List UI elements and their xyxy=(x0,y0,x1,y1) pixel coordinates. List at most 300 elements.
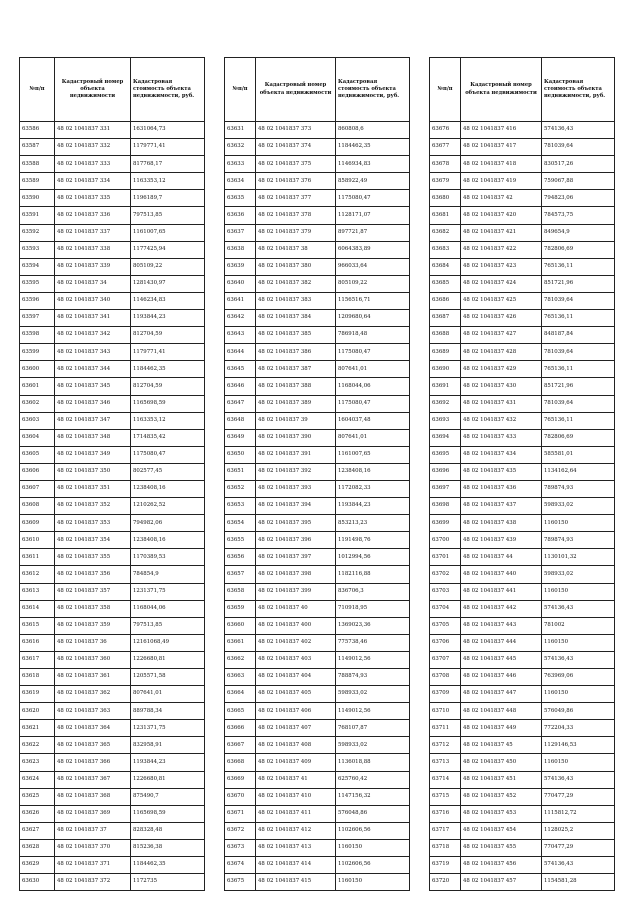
cadastral-number: 48 02 1041837 377 xyxy=(256,190,336,207)
cadastral-number: 48 02 1041837 439 xyxy=(461,532,542,549)
table-row xyxy=(430,361,615,378)
cadastral-number: 48 02 1041837 421 xyxy=(461,224,542,241)
cadastral-cost: 576049,86 xyxy=(542,703,615,720)
table-row xyxy=(225,463,410,480)
row-number: 63682 xyxy=(430,224,461,241)
table-row xyxy=(430,498,615,515)
row-number: 63608 xyxy=(20,498,55,515)
cadastral-number: 48 02 1041837 411 xyxy=(256,805,336,822)
cadastral-cost: 1369023,36 xyxy=(336,617,410,634)
table-row xyxy=(430,463,615,480)
header-number: №п/п xyxy=(20,58,55,122)
row-number: 63609 xyxy=(20,515,55,532)
cadastral-cost: 897721,87 xyxy=(336,224,410,241)
cadastral-cost: 860808,6 xyxy=(336,122,410,139)
cadastral-cost: 784854,9 xyxy=(131,566,205,583)
cadastral-cost: 1238408,16 xyxy=(131,532,205,549)
cadastral-number: 48 02 1041837 445 xyxy=(461,651,542,668)
cadastral-number: 48 02 1041837 397 xyxy=(256,549,336,566)
table-row xyxy=(225,651,410,668)
table-row xyxy=(20,412,205,429)
header-cadastral-cost: Кадастровая стоимость объекта недвижимости, руб. xyxy=(542,58,615,122)
cadastral-number: 48 02 1041837 419 xyxy=(461,173,542,190)
table-row xyxy=(430,395,615,412)
table-row xyxy=(20,275,205,292)
cadastral-number: 48 02 1041837 362 xyxy=(55,686,131,703)
cadastral-cost: 765136,11 xyxy=(542,310,615,327)
table-row xyxy=(225,480,410,497)
row-number: 63644 xyxy=(225,344,256,361)
table-row xyxy=(20,754,205,771)
cadastral-cost: 765136,11 xyxy=(542,361,615,378)
row-number: 63692 xyxy=(430,395,461,412)
table-row xyxy=(225,258,410,275)
cadastral-cost: 574136,43 xyxy=(542,771,615,788)
table-row xyxy=(225,532,410,549)
cadastral-cost: 832958,91 xyxy=(131,737,205,754)
cadastral-cost: 1168044,06 xyxy=(336,378,410,395)
row-number: 63619 xyxy=(20,686,55,703)
table-row xyxy=(430,224,615,241)
table-row xyxy=(20,857,205,874)
cadastral-table-3 xyxy=(429,57,615,891)
cadastral-cost: 812704,59 xyxy=(131,327,205,344)
cadastral-cost: 782806,69 xyxy=(542,241,615,258)
table-row xyxy=(225,310,410,327)
cadastral-cost: 781039,64 xyxy=(542,292,615,309)
row-number: 63635 xyxy=(225,190,256,207)
row-number: 63711 xyxy=(430,720,461,737)
cadastral-cost: 789874,93 xyxy=(542,480,615,497)
cadastral-number: 48 02 1041837 435 xyxy=(461,463,542,480)
table-row xyxy=(225,327,410,344)
cadastral-cost: 1115812,72 xyxy=(542,805,615,822)
header-number: №п/п xyxy=(225,58,256,122)
table-row xyxy=(20,156,205,173)
cadastral-number: 48 02 1041837 343 xyxy=(55,344,131,361)
row-number: 63705 xyxy=(430,617,461,634)
table-row xyxy=(430,292,615,309)
cadastral-cost: 574136,43 xyxy=(542,857,615,874)
cadastral-cost: 1154581,28 xyxy=(542,874,615,891)
row-number: 63627 xyxy=(20,822,55,839)
cadastral-cost: 848187,84 xyxy=(542,327,615,344)
table-row xyxy=(225,669,410,686)
row-number: 63688 xyxy=(430,327,461,344)
table-row xyxy=(430,378,615,395)
row-number: 63597 xyxy=(20,310,55,327)
table-row xyxy=(430,669,615,686)
table-row xyxy=(20,190,205,207)
row-number: 63669 xyxy=(225,771,256,788)
cadastral-cost: 781039,64 xyxy=(542,344,615,361)
table-row xyxy=(430,412,615,429)
cadastral-number: 48 02 1041837 431 xyxy=(461,395,542,412)
row-number: 63701 xyxy=(430,549,461,566)
row-number: 63716 xyxy=(430,805,461,822)
table-row xyxy=(20,395,205,412)
cadastral-number: 48 02 1041837 424 xyxy=(461,275,542,292)
cadastral-cost: 1102606,56 xyxy=(336,822,410,839)
table-row xyxy=(20,566,205,583)
table-row xyxy=(430,327,615,344)
cadastral-cost: 830517,26 xyxy=(542,156,615,173)
table-row xyxy=(430,429,615,446)
cadastral-cost: 1191498,76 xyxy=(336,532,410,549)
row-number: 63637 xyxy=(225,224,256,241)
table-row xyxy=(430,771,615,788)
table-row xyxy=(225,275,410,292)
row-number: 63650 xyxy=(225,446,256,463)
table-row xyxy=(225,822,410,839)
cadastral-number: 48 02 1041837 456 xyxy=(461,857,542,874)
table-row xyxy=(20,207,205,224)
cadastral-number: 48 02 1041837 363 xyxy=(55,703,131,720)
cadastral-cost: 1226680,81 xyxy=(131,771,205,788)
row-number: 63643 xyxy=(225,327,256,344)
cadastral-number: 48 02 1041837 434 xyxy=(461,446,542,463)
row-number: 63616 xyxy=(20,634,55,651)
table-row xyxy=(20,788,205,805)
table-row xyxy=(20,549,205,566)
cadastral-number: 48 02 1041837 374 xyxy=(256,139,336,156)
table-row xyxy=(20,771,205,788)
table-row xyxy=(20,310,205,327)
cadastral-number: 48 02 1041837 415 xyxy=(256,874,336,891)
cadastral-cost: 849654,9 xyxy=(542,224,615,241)
cadastral-number: 48 02 1041837 455 xyxy=(461,839,542,856)
row-number: 63677 xyxy=(430,139,461,156)
cadastral-number: 48 02 1041837 386 xyxy=(256,344,336,361)
table-row xyxy=(20,669,205,686)
row-number: 63690 xyxy=(430,361,461,378)
row-number: 63618 xyxy=(20,669,55,686)
cadastral-cost: 1165698,59 xyxy=(131,805,205,822)
cadastral-number: 48 02 1041837 443 xyxy=(461,617,542,634)
cadastral-number: 48 02 1041837 44 xyxy=(461,549,542,566)
cadastral-number: 48 02 1041837 427 xyxy=(461,327,542,344)
cadastral-number: 48 02 1041837 452 xyxy=(461,788,542,805)
table-row xyxy=(225,686,410,703)
cadastral-cost: 1161007,65 xyxy=(336,446,410,463)
cadastral-cost: 1172735 xyxy=(131,874,205,891)
row-number: 63661 xyxy=(225,634,256,651)
table-row xyxy=(430,275,615,292)
table-row xyxy=(20,258,205,275)
cadastral-cost: 781002 xyxy=(542,617,615,634)
row-number: 63630 xyxy=(20,874,55,891)
cadastral-cost: 805109,22 xyxy=(131,258,205,275)
cadastral-cost: 797513,85 xyxy=(131,207,205,224)
table-row xyxy=(225,583,410,600)
row-number: 63665 xyxy=(225,703,256,720)
row-number: 63614 xyxy=(20,600,55,617)
row-number: 63612 xyxy=(20,566,55,583)
cadastral-cost: 1281430,97 xyxy=(131,275,205,292)
table-row xyxy=(20,122,205,139)
row-number: 63684 xyxy=(430,258,461,275)
row-number: 63604 xyxy=(20,429,55,446)
cadastral-number: 48 02 1041837 353 xyxy=(55,515,131,532)
row-number: 63713 xyxy=(430,754,461,771)
table-row xyxy=(20,344,205,361)
cadastral-cost: 1128171,07 xyxy=(336,207,410,224)
cadastral-cost: 782806,69 xyxy=(542,429,615,446)
row-number: 63654 xyxy=(225,515,256,532)
cadastral-number: 48 02 1041837 453 xyxy=(461,805,542,822)
cadastral-cost: 805109,22 xyxy=(336,275,410,292)
table-row xyxy=(225,446,410,463)
cadastral-number: 48 02 1041837 351 xyxy=(55,480,131,497)
table-row xyxy=(225,412,410,429)
cadastral-number: 48 02 1041837 447 xyxy=(461,686,542,703)
cadastral-number: 48 02 1041837 425 xyxy=(461,292,542,309)
cadastral-number: 48 02 1041837 348 xyxy=(55,429,131,446)
cadastral-number: 48 02 1041837 428 xyxy=(461,344,542,361)
table-row xyxy=(20,805,205,822)
cadastral-number: 48 02 1041837 382 xyxy=(256,275,336,292)
cadastral-cost: 1136018,88 xyxy=(336,754,410,771)
cadastral-number: 48 02 1041837 451 xyxy=(461,771,542,788)
row-number: 63628 xyxy=(20,839,55,856)
row-number: 63660 xyxy=(225,617,256,634)
cadastral-cost: 788874,93 xyxy=(336,669,410,686)
cadastral-cost: 1184462,35 xyxy=(131,857,205,874)
row-number: 63617 xyxy=(20,651,55,668)
row-number: 63695 xyxy=(430,446,461,463)
header-cadastral-cost: Кадастровая стоимость объекта недвижимости, руб. xyxy=(131,58,205,122)
table-row xyxy=(20,651,205,668)
row-number: 63709 xyxy=(430,686,461,703)
cadastral-cost: 1231371,75 xyxy=(131,720,205,737)
cadastral-number: 48 02 1041837 440 xyxy=(461,566,542,583)
table-row xyxy=(225,173,410,190)
row-number: 63710 xyxy=(430,703,461,720)
row-number: 63707 xyxy=(430,651,461,668)
row-number: 63656 xyxy=(225,549,256,566)
row-number: 63651 xyxy=(225,463,256,480)
cadastral-number: 48 02 1041837 413 xyxy=(256,839,336,856)
row-number: 63675 xyxy=(225,874,256,891)
row-number: 63698 xyxy=(430,498,461,515)
row-number: 63624 xyxy=(20,771,55,788)
table-row xyxy=(225,737,410,754)
table-row xyxy=(20,617,205,634)
cadastral-number: 48 02 1041837 337 xyxy=(55,224,131,241)
cadastral-number: 48 02 1041837 396 xyxy=(256,532,336,549)
cadastral-cost: 789874,93 xyxy=(542,532,615,549)
row-number: 63589 xyxy=(20,173,55,190)
row-number: 63602 xyxy=(20,395,55,412)
row-number: 63592 xyxy=(20,224,55,241)
cadastral-cost: 12161068,49 xyxy=(131,634,205,651)
row-number: 63586 xyxy=(20,122,55,139)
cadastral-number: 48 02 1041837 418 xyxy=(461,156,542,173)
table-row xyxy=(225,805,410,822)
cadastral-number: 48 02 1041837 429 xyxy=(461,361,542,378)
cadastral-cost: 1631064,73 xyxy=(131,122,205,139)
row-number: 63591 xyxy=(20,207,55,224)
table-row xyxy=(430,617,615,634)
cadastral-number: 48 02 1041837 345 xyxy=(55,378,131,395)
cadastral-number: 48 02 1041837 359 xyxy=(55,617,131,634)
header-number: №п/п xyxy=(430,58,461,122)
cadastral-number: 48 02 1041837 339 xyxy=(55,258,131,275)
cadastral-cost: 1102606,56 xyxy=(336,857,410,874)
cadastral-number: 48 02 1041837 380 xyxy=(256,258,336,275)
cadastral-cost: 1128025,2 xyxy=(542,822,615,839)
row-number: 63600 xyxy=(20,361,55,378)
cadastral-number: 48 02 1041837 356 xyxy=(55,566,131,583)
table-row xyxy=(225,395,410,412)
cadastral-cost: 875490,7 xyxy=(131,788,205,805)
cadastral-cost: 1175080,47 xyxy=(131,446,205,463)
cadastral-cost: 858922,49 xyxy=(336,173,410,190)
cadastral-cost: 794823,06 xyxy=(542,190,615,207)
row-number: 63636 xyxy=(225,207,256,224)
cadastral-cost: 598933,02 xyxy=(542,566,615,583)
table-row xyxy=(20,822,205,839)
table-row xyxy=(430,583,615,600)
table-row xyxy=(20,224,205,241)
cadastral-cost: 1179771,41 xyxy=(131,344,205,361)
cadastral-number: 48 02 1041837 39 xyxy=(256,412,336,429)
cadastral-number: 48 02 1041837 392 xyxy=(256,463,336,480)
cadastral-cost: 770477,29 xyxy=(542,839,615,856)
table-row xyxy=(225,600,410,617)
row-number: 63653 xyxy=(225,498,256,515)
row-number: 63632 xyxy=(225,139,256,156)
cadastral-cost: 1177425,94 xyxy=(131,241,205,258)
table-row xyxy=(430,720,615,737)
table-row xyxy=(20,532,205,549)
row-number: 63700 xyxy=(430,532,461,549)
row-number: 63631 xyxy=(225,122,256,139)
row-number: 63648 xyxy=(225,412,256,429)
table-row xyxy=(20,378,205,395)
table-row xyxy=(430,207,615,224)
cadastral-number: 48 02 1041837 407 xyxy=(256,720,336,737)
cadastral-cost: 1163353,12 xyxy=(131,173,205,190)
cadastral-cost: 765136,11 xyxy=(542,258,615,275)
row-number: 63686 xyxy=(430,292,461,309)
row-number: 63594 xyxy=(20,258,55,275)
cadastral-cost: 765136,11 xyxy=(542,412,615,429)
row-number: 63593 xyxy=(20,241,55,258)
row-number: 63598 xyxy=(20,327,55,344)
cadastral-number: 48 02 1041837 412 xyxy=(256,822,336,839)
cadastral-cost: 1205571,58 xyxy=(131,669,205,686)
cadastral-cost: 1012994,56 xyxy=(336,549,410,566)
cadastral-number: 48 02 1041837 438 xyxy=(461,515,542,532)
cadastral-number: 48 02 1041837 420 xyxy=(461,207,542,224)
cadastral-cost: 1149012,56 xyxy=(336,703,410,720)
cadastral-cost: 598933,02 xyxy=(542,498,615,515)
row-number: 63657 xyxy=(225,566,256,583)
table-row xyxy=(20,703,205,720)
row-number: 63647 xyxy=(225,395,256,412)
row-number: 63641 xyxy=(225,292,256,309)
row-number: 63718 xyxy=(430,839,461,856)
table-row xyxy=(430,344,615,361)
cadastral-number: 48 02 1041837 394 xyxy=(256,498,336,515)
cadastral-number: 48 02 1041837 341 xyxy=(55,310,131,327)
table-row xyxy=(430,805,615,822)
cadastral-cost: 1182116,88 xyxy=(336,566,410,583)
cadastral-cost: 1226680,81 xyxy=(131,651,205,668)
table-row xyxy=(225,566,410,583)
row-number: 63674 xyxy=(225,857,256,874)
cadastral-cost: 807641,01 xyxy=(336,361,410,378)
cadastral-number: 48 02 1041837 442 xyxy=(461,600,542,617)
cadastral-cost: 1193844,23 xyxy=(336,498,410,515)
cadastral-number: 48 02 1041837 34 xyxy=(55,275,131,292)
row-number: 63699 xyxy=(430,515,461,532)
row-number: 63704 xyxy=(430,600,461,617)
cadastral-number: 48 02 1041837 410 xyxy=(256,788,336,805)
table-row xyxy=(225,771,410,788)
table-row xyxy=(20,498,205,515)
table-row xyxy=(430,686,615,703)
table-row xyxy=(225,139,410,156)
cadastral-number: 48 02 1041837 454 xyxy=(461,822,542,839)
table-row xyxy=(225,634,410,651)
row-number: 63633 xyxy=(225,156,256,173)
table-row xyxy=(430,822,615,839)
row-number: 63649 xyxy=(225,429,256,446)
row-number: 63642 xyxy=(225,310,256,327)
row-number: 63683 xyxy=(430,241,461,258)
table-row xyxy=(225,224,410,241)
row-number: 63662 xyxy=(225,651,256,668)
cadastral-cost: 1231371,75 xyxy=(131,583,205,600)
table-row xyxy=(430,788,615,805)
row-number: 63685 xyxy=(430,275,461,292)
cadastral-cost: 1160150 xyxy=(542,634,615,651)
cadastral-number: 48 02 1041837 361 xyxy=(55,669,131,686)
row-number: 63714 xyxy=(430,771,461,788)
row-number: 63671 xyxy=(225,805,256,822)
cadastral-cost: 763969,06 xyxy=(542,669,615,686)
cadastral-number: 48 02 1041837 402 xyxy=(256,634,336,651)
cadastral-number: 48 02 1041837 446 xyxy=(461,669,542,686)
table-row xyxy=(225,122,410,139)
row-number: 63605 xyxy=(20,446,55,463)
cadastral-number: 48 02 1041837 423 xyxy=(461,258,542,275)
table-row xyxy=(430,515,615,532)
table-row xyxy=(20,327,205,344)
cadastral-number: 48 02 1041837 408 xyxy=(256,737,336,754)
cadastral-number: 48 02 1041837 360 xyxy=(55,651,131,668)
cadastral-number: 48 02 1041837 369 xyxy=(55,805,131,822)
table-row xyxy=(20,292,205,309)
row-number: 63659 xyxy=(225,600,256,617)
cadastral-cost: 710918,95 xyxy=(336,600,410,617)
cadastral-number: 48 02 1041837 406 xyxy=(256,703,336,720)
row-number: 63626 xyxy=(20,805,55,822)
row-number: 63694 xyxy=(430,429,461,446)
cadastral-number: 48 02 1041837 450 xyxy=(461,754,542,771)
cadastral-number: 48 02 1041837 449 xyxy=(461,720,542,737)
cadastral-cost: 574136,43 xyxy=(542,651,615,668)
cadastral-cost: 574136,43 xyxy=(542,600,615,617)
row-number: 63646 xyxy=(225,378,256,395)
table-row xyxy=(430,156,615,173)
cadastral-number: 48 02 1041837 344 xyxy=(55,361,131,378)
cadastral-cost: 889788,34 xyxy=(131,703,205,720)
cadastral-number: 48 02 1041837 340 xyxy=(55,292,131,309)
row-number: 63693 xyxy=(430,412,461,429)
